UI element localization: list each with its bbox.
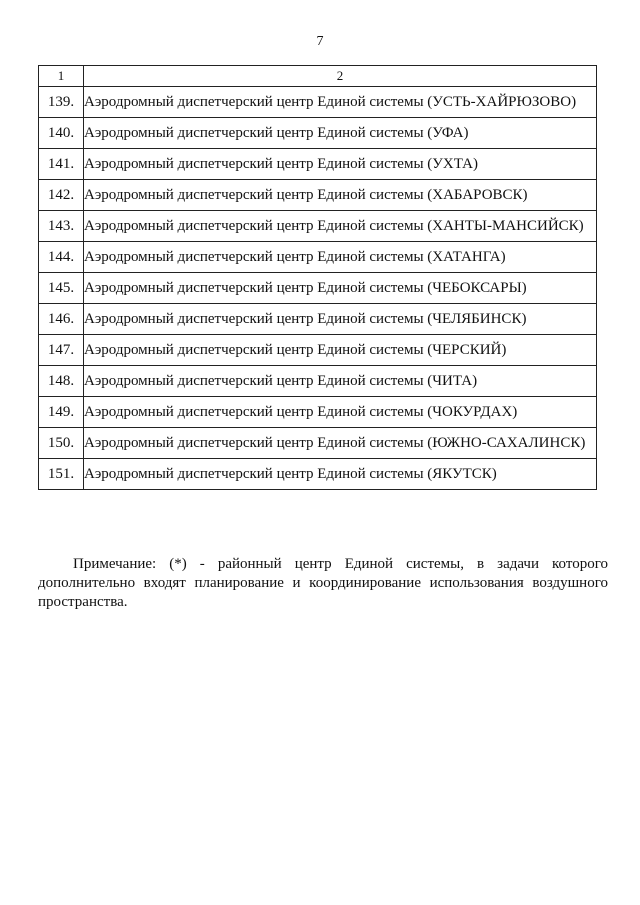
row-number: 149. [39,397,84,428]
row-number: 146. [39,304,84,335]
row-number: 150. [39,428,84,459]
table-row [39,242,597,273]
row-number: 151. [39,459,84,490]
footnote-note: Примечание: (*) - районный центр Единой системы, в задачи которого дополнительно входят планирование и координирование использования воздушного пространства. [38,556,608,610]
table-row [39,211,597,242]
table-row [39,428,597,459]
table-header-row [39,66,597,87]
column-header-number: 1 [39,66,84,87]
row-number: 142. [39,180,84,211]
row-number: 147. [39,335,84,366]
registry-table [38,65,597,490]
row-number: 148. [39,366,84,397]
page-number: 7 [316,34,324,49]
row-name: Аэродромный диспетчерский центр Единой системы (ХАБАРОВСК) [84,180,597,211]
row-number: 145. [39,273,84,304]
row-number: 143. [39,211,84,242]
row-number: 141. [39,149,84,180]
row-name: Аэродромный диспетчерский центр Единой системы (ЧЕРСКИЙ) [84,335,597,366]
table-row [39,180,597,211]
row-name: Аэродромный диспетчерский центр Единой системы (ЧОКУРДАХ) [84,397,597,428]
table-row [39,459,597,490]
table-row [39,304,597,335]
row-number: 144. [39,242,84,273]
row-name: Аэродромный диспетчерский центр Единой системы (ЧЕЛЯБИНСК) [84,304,597,335]
row-name: Аэродромный диспетчерский центр Единой системы (ЧЕБОКСАРЫ) [84,273,597,304]
row-name: Аэродромный диспетчерский центр Единой системы (ЯКУТСК) [84,459,597,490]
row-name: Аэродромный диспетчерский центр Единой системы (УСТЬ-ХАЙРЮЗОВО) [84,87,597,118]
table-row [39,273,597,304]
row-name: Аэродромный диспетчерский центр Единой системы (ХАТАНГА) [84,242,597,273]
row-name: Аэродромный диспетчерский центр Единой системы (ХАНТЫ-МАНСИЙСК) [84,211,597,242]
table-row [39,87,597,118]
table-row [39,149,597,180]
table-row [39,335,597,366]
row-name: Аэродромный диспетчерский центр Единой системы (ЮЖНО-САХАЛИНСК) [84,428,597,459]
row-name: Аэродромный диспетчерский центр Единой системы (УХТА) [84,149,597,180]
column-header-name: 2 [84,66,597,87]
table-row [39,118,597,149]
table-row [39,397,597,428]
table-row [39,366,597,397]
row-number: 139. [39,87,84,118]
row-number: 140. [39,118,84,149]
row-name: Аэродромный диспетчерский центр Единой системы (ЧИТА) [84,366,597,397]
row-name: Аэродромный диспетчерский центр Единой системы (УФА) [84,118,597,149]
